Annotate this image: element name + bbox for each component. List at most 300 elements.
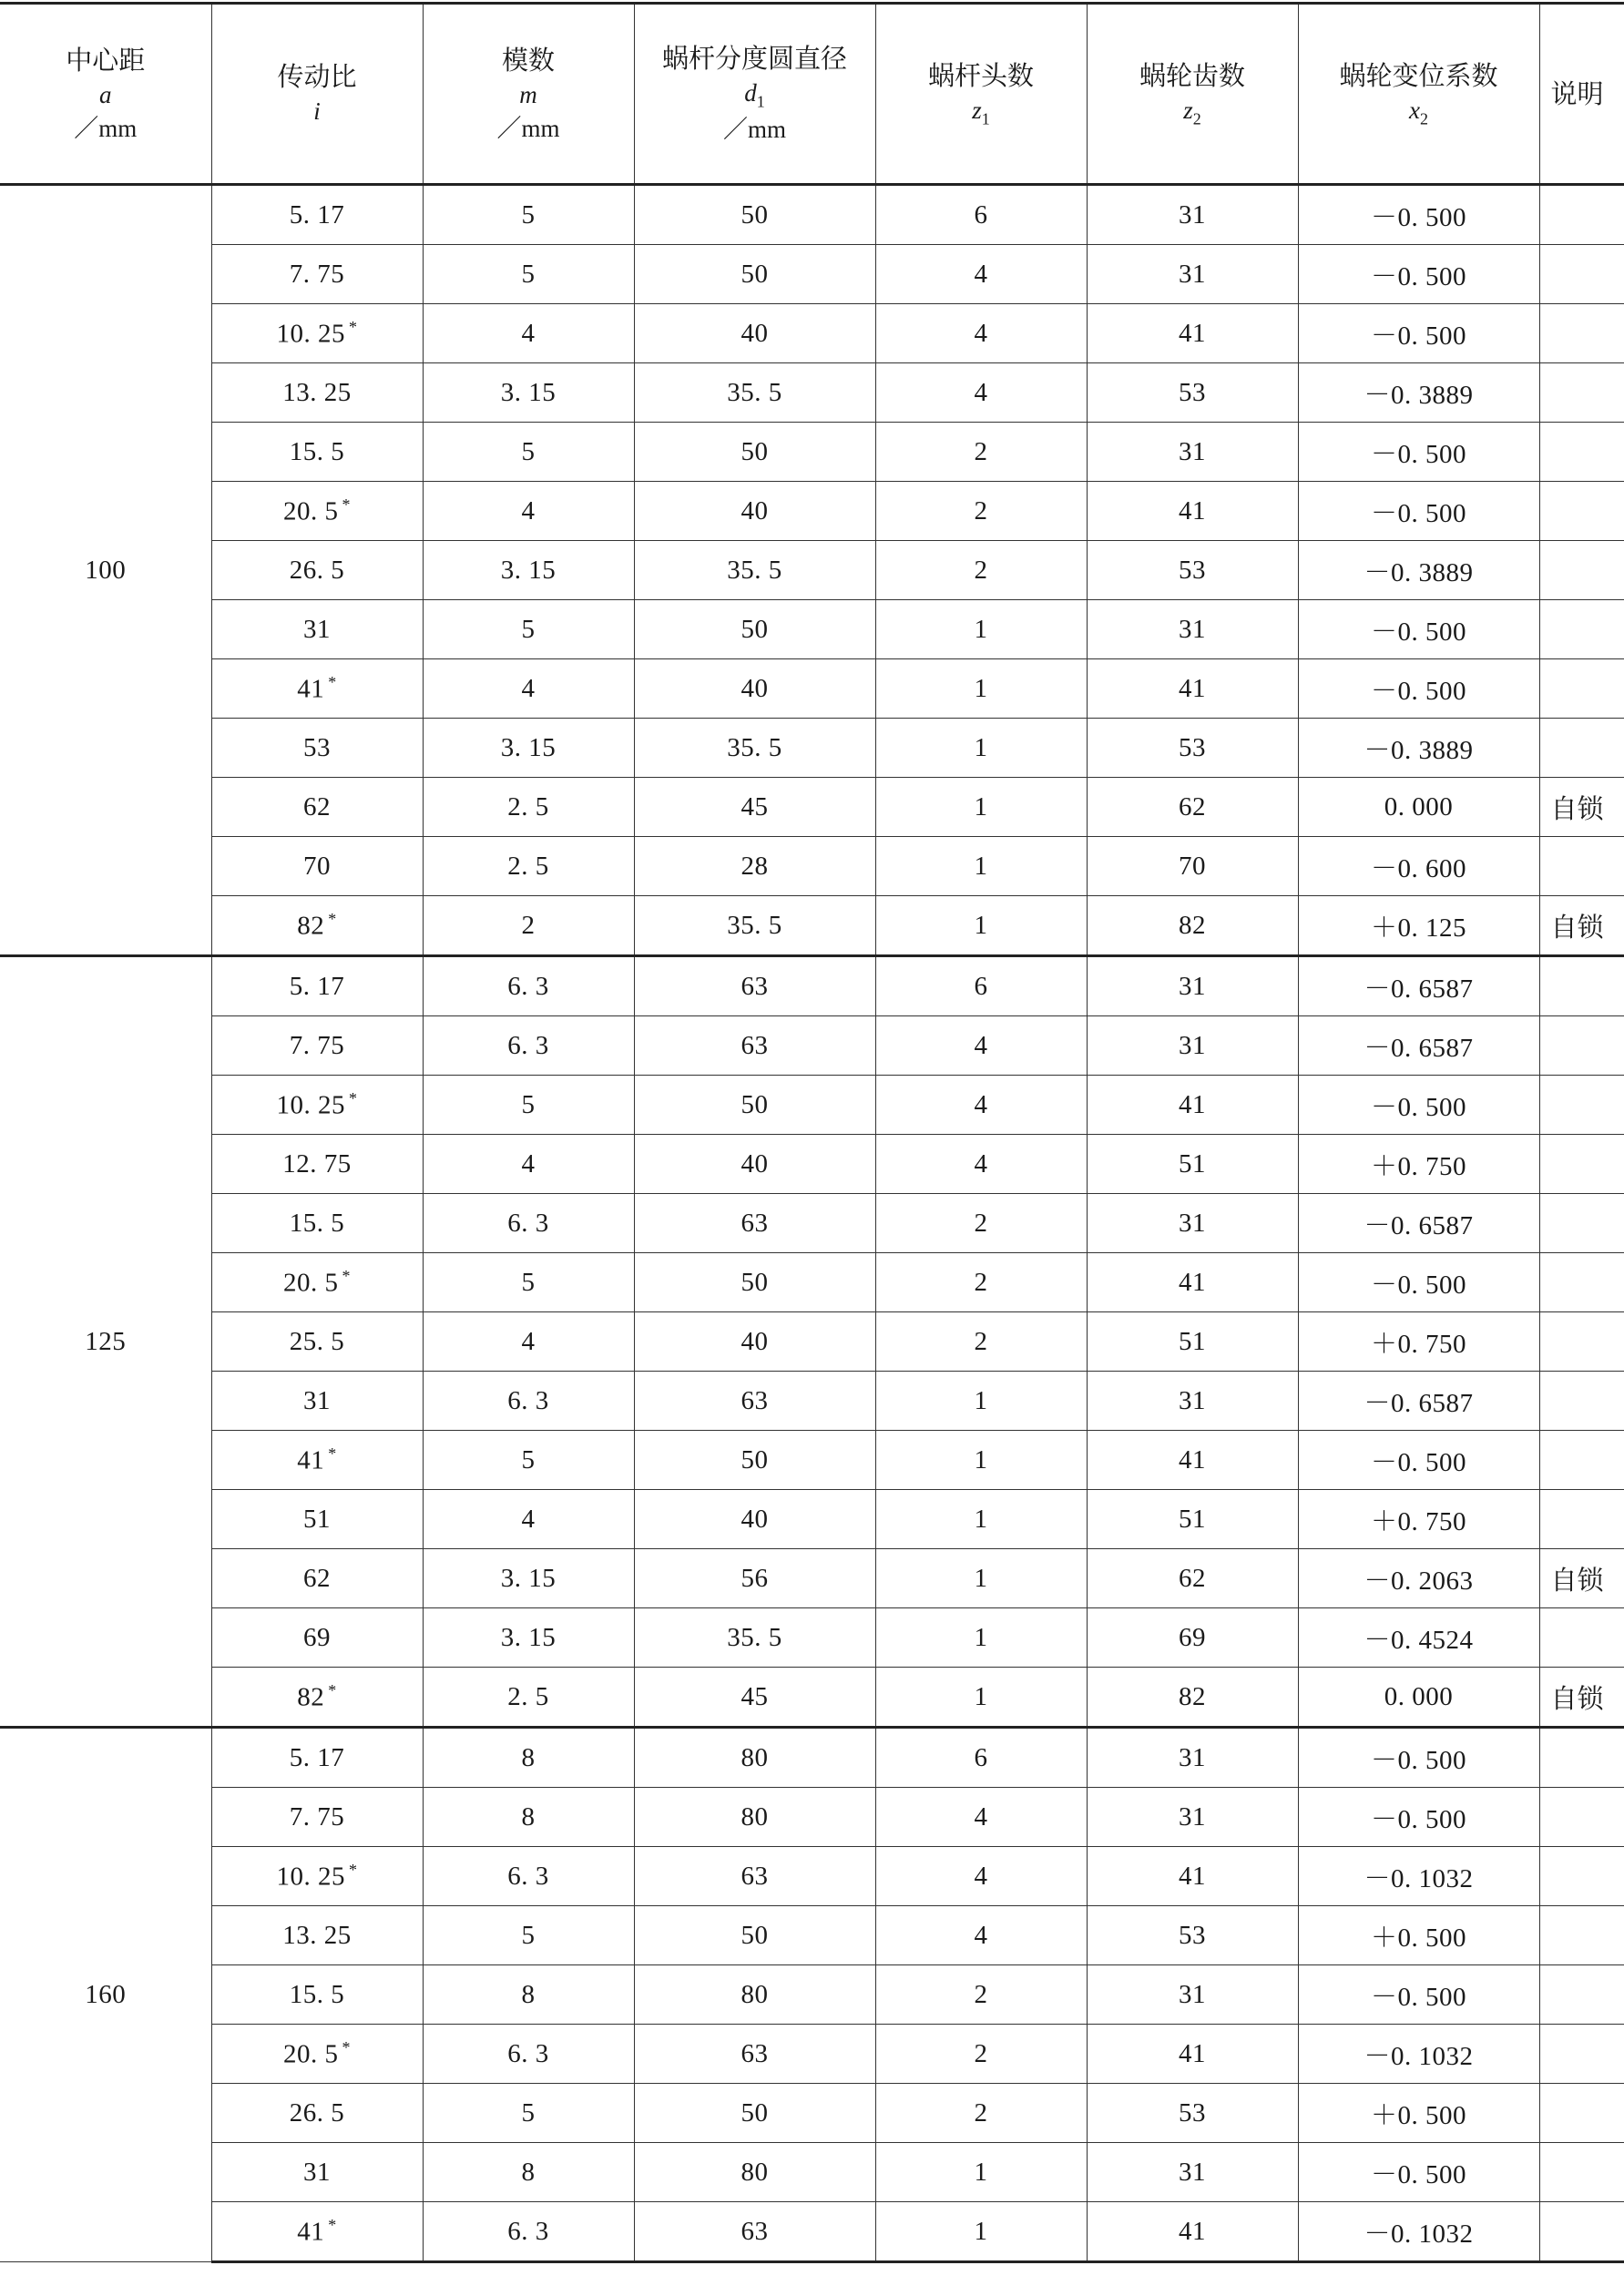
note-cell (1539, 956, 1624, 1016)
header-module (423, 4, 634, 185)
header-wheel-teeth-symbol-sub: 2 (1192, 109, 1201, 128)
modification-coefficient-cell: ＋0. 750 (1298, 1135, 1539, 1194)
note-cell (1539, 1906, 1624, 1965)
modification-coefficient-cell: －0. 500 (1298, 1076, 1539, 1135)
preferred-star-mark: * (349, 1860, 358, 1879)
modification-coefficient-cell: －0. 3889 (1298, 719, 1539, 778)
modification-coefficient-cell: 0. 000 (1298, 1668, 1539, 1728)
modification-coefficient-cell: －0. 500 (1298, 304, 1539, 363)
table-row (0, 423, 1624, 482)
ratio-cell (211, 1788, 423, 1847)
module-cell: 6. 3 (423, 956, 634, 1016)
module-cell: 4 (423, 1312, 634, 1372)
header-pitch-diameter (634, 4, 875, 185)
table-row (0, 896, 1624, 956)
module-cell: 8 (423, 1788, 634, 1847)
note-cell (1539, 1431, 1624, 1490)
wheel-teeth-cell: 31 (1087, 2143, 1298, 2202)
ratio-value: 20. 5 (283, 496, 339, 526)
module-cell: 5 (423, 1253, 634, 1312)
module-cell: 5 (423, 423, 634, 482)
ratio-value: 31 (303, 614, 331, 644)
module-cell: 2. 5 (423, 837, 634, 896)
note-cell (1539, 1788, 1624, 1847)
pitch-diameter-cell: 50 (634, 2084, 875, 2143)
worm-starts-cell: 2 (875, 482, 1087, 541)
ratio-value: 15. 5 (289, 436, 345, 466)
ratio-value: 10. 25 (276, 1090, 345, 1120)
table-row (0, 659, 1624, 719)
ratio-value: 31 (303, 2157, 331, 2187)
module-cell: 5 (423, 1076, 634, 1135)
ratio-cell (211, 1965, 423, 2025)
module-cell: 3. 15 (423, 1549, 634, 1608)
header-module-unit: ／mm (496, 115, 560, 142)
ratio-cell (211, 1135, 423, 1194)
pitch-diameter-cell: 40 (634, 1135, 875, 1194)
pitch-diameter-cell: 40 (634, 304, 875, 363)
ratio-value: 7. 75 (289, 1030, 345, 1060)
module-cell: 6. 3 (423, 1194, 634, 1253)
worm-starts-cell: 4 (875, 1788, 1087, 1847)
worm-starts-cell: 1 (875, 1608, 1087, 1668)
ratio-value: 20. 5 (283, 1268, 339, 1298)
table-row (0, 541, 1624, 600)
worm-starts-cell: 1 (875, 659, 1087, 719)
ratio-cell (211, 1016, 423, 1076)
preferred-star-mark: * (342, 2037, 351, 2056)
table-row (0, 2025, 1624, 2084)
ratio-cell (211, 896, 423, 956)
center-distance-cell: 125 (0, 956, 211, 1728)
header-row (0, 4, 1624, 185)
wheel-teeth-cell: 53 (1087, 1906, 1298, 1965)
pitch-diameter-cell: 63 (634, 2202, 875, 2262)
header-pitch-diameter-symbol (635, 77, 875, 113)
worm-starts-cell: 4 (875, 1847, 1087, 1906)
wheel-teeth-cell: 31 (1087, 600, 1298, 659)
header-wheel-teeth-symbol-letter: z (1183, 96, 1193, 124)
header-modification-coefficient-symbol-letter: x (1409, 96, 1420, 124)
table-row (0, 1194, 1624, 1253)
modification-coefficient-cell: －0. 500 (1298, 185, 1539, 245)
modification-coefficient-cell: －0. 500 (1298, 1431, 1539, 1490)
preferred-star-mark: * (328, 1680, 337, 1699)
table-row (0, 2084, 1624, 2143)
ratio-cell (211, 185, 423, 245)
pitch-diameter-cell: 35. 5 (634, 363, 875, 423)
ratio-cell (211, 482, 423, 541)
header-ratio-symbol: i (313, 97, 321, 126)
note-cell (1539, 423, 1624, 482)
ratio-value: 13. 25 (282, 1920, 352, 1950)
ratio-value: 62 (303, 1563, 331, 1593)
ratio-cell (211, 1728, 423, 1788)
modification-coefficient-cell: ＋0. 500 (1298, 1906, 1539, 1965)
ratio-cell (211, 659, 423, 719)
modification-coefficient-cell: －0. 500 (1298, 600, 1539, 659)
note-cell (1539, 719, 1624, 778)
note-cell (1539, 1194, 1624, 1253)
module-cell: 6. 3 (423, 2202, 634, 2262)
worm-starts-cell: 2 (875, 1312, 1087, 1372)
ratio-value: 26. 5 (289, 2097, 345, 2128)
header-center-distance-symbol: a (99, 80, 112, 108)
header-center-distance (0, 4, 211, 185)
modification-coefficient-cell: －0. 4524 (1298, 1608, 1539, 1668)
worm-starts-cell: 1 (875, 1549, 1087, 1608)
ratio-value: 15. 5 (289, 1208, 345, 1238)
pitch-diameter-cell: 63 (634, 956, 875, 1016)
wheel-teeth-cell: 41 (1087, 1076, 1298, 1135)
note-cell (1539, 1728, 1624, 1788)
pitch-diameter-cell: 63 (634, 1194, 875, 1253)
header-note (1539, 4, 1624, 185)
table-row (0, 1253, 1624, 1312)
worm-starts-cell: 2 (875, 1253, 1087, 1312)
preferred-star-mark: * (328, 909, 337, 928)
wheel-teeth-cell: 41 (1087, 304, 1298, 363)
module-cell: 4 (423, 1490, 634, 1549)
module-cell: 2. 5 (423, 778, 634, 837)
ratio-value: 20. 5 (283, 2039, 339, 2069)
pitch-diameter-cell: 40 (634, 1490, 875, 1549)
wheel-teeth-cell: 51 (1087, 1312, 1298, 1372)
worm-starts-cell: 2 (875, 1965, 1087, 2025)
note-cell (1539, 1847, 1624, 1906)
pitch-diameter-cell: 50 (634, 600, 875, 659)
note-cell (1539, 2143, 1624, 2202)
module-cell: 6. 3 (423, 1847, 634, 1906)
header-pitch-diameter-symbol-sub: 1 (756, 92, 765, 111)
table-row (0, 1608, 1624, 1668)
wheel-teeth-cell: 31 (1087, 185, 1298, 245)
worm-starts-cell: 1 (875, 837, 1087, 896)
module-cell: 2 (423, 896, 634, 956)
modification-coefficient-cell: －0. 6587 (1298, 1194, 1539, 1253)
pitch-diameter-cell: 63 (634, 1016, 875, 1076)
wheel-teeth-cell: 31 (1087, 1372, 1298, 1431)
pitch-diameter-cell: 50 (634, 245, 875, 304)
ratio-cell (211, 719, 423, 778)
modification-coefficient-cell: －0. 500 (1298, 245, 1539, 304)
wheel-teeth-cell: 70 (1087, 837, 1298, 896)
ratio-cell (211, 541, 423, 600)
preferred-star-mark: * (328, 672, 337, 691)
module-cell: 3. 15 (423, 719, 634, 778)
pitch-diameter-cell: 80 (634, 1728, 875, 1788)
ratio-cell (211, 2202, 423, 2262)
note-cell (1539, 2025, 1624, 2084)
note-cell (1539, 541, 1624, 600)
ratio-value: 82 (297, 911, 325, 941)
table-row (0, 1906, 1624, 1965)
wheel-teeth-cell: 41 (1087, 1253, 1298, 1312)
module-cell: 8 (423, 1965, 634, 2025)
wheel-teeth-cell: 82 (1087, 1668, 1298, 1728)
note-cell (1539, 1965, 1624, 2025)
pitch-diameter-cell: 63 (634, 2025, 875, 2084)
ratio-cell (211, 1076, 423, 1135)
ratio-value: 10. 25 (276, 1862, 345, 1892)
note-cell (1539, 600, 1624, 659)
wheel-teeth-cell: 31 (1087, 1194, 1298, 1253)
module-cell: 3. 15 (423, 541, 634, 600)
modification-coefficient-cell: ＋0. 750 (1298, 1312, 1539, 1372)
worm-starts-cell: 1 (875, 896, 1087, 956)
worm-starts-cell: 1 (875, 1490, 1087, 1549)
table-row (0, 1728, 1624, 1788)
header-modification-coefficient-symbol (1299, 94, 1539, 130)
pitch-diameter-cell: 50 (634, 1253, 875, 1312)
worm-starts-cell: 2 (875, 2084, 1087, 2143)
worm-starts-cell: 2 (875, 2025, 1087, 2084)
pitch-diameter-cell: 80 (634, 1788, 875, 1847)
module-cell: 5 (423, 1906, 634, 1965)
module-cell: 5 (423, 2084, 634, 2143)
worm-starts-cell: 1 (875, 2143, 1087, 2202)
wheel-teeth-cell: 62 (1087, 778, 1298, 837)
table-row (0, 1312, 1624, 1372)
modification-coefficient-cell: ＋0. 125 (1298, 896, 1539, 956)
table-row (0, 363, 1624, 423)
module-cell: 4 (423, 1135, 634, 1194)
ratio-value: 12. 75 (282, 1148, 352, 1179)
table-row (0, 1135, 1624, 1194)
ratio-cell (211, 837, 423, 896)
worm-gear-parameter-table (0, 2, 1624, 2263)
module-cell: 5 (423, 245, 634, 304)
header-modification-coefficient-label: 蜗轮变位系数 (1339, 59, 1498, 91)
ratio-value: 15. 5 (289, 1979, 345, 2009)
ratio-value: 31 (303, 1385, 331, 1415)
table-row (0, 304, 1624, 363)
table-row (0, 600, 1624, 659)
wheel-teeth-cell: 69 (1087, 1608, 1298, 1668)
header-wheel-teeth-label: 蜗轮齿数 (1139, 59, 1245, 91)
module-cell: 5 (423, 600, 634, 659)
pitch-diameter-cell: 50 (634, 1076, 875, 1135)
modification-coefficient-cell: －0. 3889 (1298, 541, 1539, 600)
preferred-star-mark: * (328, 2215, 337, 2234)
preferred-star-mark: * (328, 1444, 337, 1463)
table-row (0, 837, 1624, 896)
pitch-diameter-cell: 50 (634, 423, 875, 482)
pitch-diameter-cell: 63 (634, 1372, 875, 1431)
ratio-cell (211, 1253, 423, 1312)
modification-coefficient-cell: －0. 500 (1298, 423, 1539, 482)
table-row (0, 956, 1624, 1016)
module-cell: 4 (423, 304, 634, 363)
table-row (0, 1431, 1624, 1490)
module-cell: 5 (423, 1431, 634, 1490)
worm-starts-cell: 4 (875, 304, 1087, 363)
note-cell (1539, 304, 1624, 363)
header-module-symbol: m (519, 80, 537, 108)
modification-coefficient-cell: －0. 6587 (1298, 1372, 1539, 1431)
pitch-diameter-cell: 45 (634, 1668, 875, 1728)
worm-starts-cell: 4 (875, 245, 1087, 304)
ratio-value: 69 (303, 1622, 331, 1652)
header-pitch-diameter-unit: ／mm (722, 116, 786, 144)
ratio-value: 53 (303, 732, 331, 762)
wheel-teeth-cell: 51 (1087, 1135, 1298, 1194)
preferred-star-mark: * (349, 1088, 358, 1107)
module-cell: 2. 5 (423, 1668, 634, 1728)
modification-coefficient-cell: ＋0. 750 (1298, 1490, 1539, 1549)
ratio-cell (211, 778, 423, 837)
pitch-diameter-cell: 80 (634, 1965, 875, 2025)
pitch-diameter-cell: 40 (634, 482, 875, 541)
pitch-diameter-cell: 45 (634, 778, 875, 837)
ratio-cell (211, 1668, 423, 1728)
note-cell: 自锁 (1539, 896, 1624, 956)
pitch-diameter-cell: 40 (634, 1312, 875, 1372)
module-cell: 3. 15 (423, 363, 634, 423)
ratio-value: 41 (297, 1445, 325, 1475)
ratio-cell (211, 1608, 423, 1668)
table-row (0, 185, 1624, 245)
module-cell: 4 (423, 482, 634, 541)
header-worm-starts-symbol (876, 94, 1087, 130)
wheel-teeth-cell: 53 (1087, 363, 1298, 423)
note-cell (1539, 1372, 1624, 1431)
worm-starts-cell: 6 (875, 956, 1087, 1016)
note-cell (1539, 837, 1624, 896)
header-module-label: 模数 (501, 44, 555, 76)
pitch-diameter-cell: 50 (634, 185, 875, 245)
note-cell: 自锁 (1539, 778, 1624, 837)
worm-starts-cell: 1 (875, 719, 1087, 778)
wheel-teeth-cell: 41 (1087, 1431, 1298, 1490)
worm-starts-cell: 6 (875, 185, 1087, 245)
pitch-diameter-cell: 35. 5 (634, 1608, 875, 1668)
note-cell (1539, 1253, 1624, 1312)
pitch-diameter-cell: 80 (634, 2143, 875, 2202)
header-ratio (211, 4, 423, 185)
wheel-teeth-cell: 53 (1087, 541, 1298, 600)
modification-coefficient-cell: －0. 500 (1298, 2143, 1539, 2202)
center-distance-cell: 160 (0, 1728, 211, 2262)
table-body (0, 185, 1624, 2262)
modification-coefficient-cell: －0. 2063 (1298, 1549, 1539, 1608)
preferred-star-mark: * (342, 495, 351, 514)
modification-coefficient-cell: －0. 1032 (1298, 1847, 1539, 1906)
header-pitch-diameter-label: 蜗杆分度圆直径 (661, 43, 847, 75)
worm-starts-cell: 2 (875, 1194, 1087, 1253)
modification-coefficient-cell: －0. 500 (1298, 1253, 1539, 1312)
ratio-cell (211, 2025, 423, 2084)
wheel-teeth-cell: 31 (1087, 1788, 1298, 1847)
ratio-cell (211, 1490, 423, 1549)
worm-starts-cell: 4 (875, 1135, 1087, 1194)
table-row (0, 1372, 1624, 1431)
modification-coefficient-cell: －0. 3889 (1298, 363, 1539, 423)
wheel-teeth-cell: 51 (1087, 1490, 1298, 1549)
modification-coefficient-cell: －0. 1032 (1298, 2025, 1539, 2084)
worm-starts-cell: 1 (875, 1668, 1087, 1728)
table-row (0, 1847, 1624, 1906)
wheel-teeth-cell: 41 (1087, 659, 1298, 719)
pitch-diameter-cell: 35. 5 (634, 719, 875, 778)
modification-coefficient-cell: －0. 500 (1298, 1728, 1539, 1788)
wheel-teeth-cell: 31 (1087, 245, 1298, 304)
ratio-cell (211, 1549, 423, 1608)
note-cell (1539, 1312, 1624, 1372)
note-cell (1539, 1490, 1624, 1549)
note-cell (1539, 1608, 1624, 1668)
header-worm-starts-symbol-letter: z (972, 96, 982, 124)
ratio-value: 41 (297, 2217, 325, 2247)
ratio-cell (211, 1431, 423, 1490)
header-modification-coefficient-symbol-sub: 2 (1419, 109, 1428, 128)
pitch-diameter-cell: 40 (634, 659, 875, 719)
header-wheel-teeth (1087, 4, 1298, 185)
worm-starts-cell: 4 (875, 1906, 1087, 1965)
header-worm-starts-symbol-sub: 1 (981, 109, 990, 128)
wheel-teeth-cell: 31 (1087, 1728, 1298, 1788)
module-cell: 5 (423, 185, 634, 245)
note-cell (1539, 363, 1624, 423)
modification-coefficient-cell: －0. 6587 (1298, 1016, 1539, 1076)
note-cell: 自锁 (1539, 1549, 1624, 1608)
pitch-diameter-cell: 50 (634, 1431, 875, 1490)
modification-coefficient-cell: －0. 500 (1298, 1965, 1539, 2025)
note-cell (1539, 1016, 1624, 1076)
ratio-value: 82 (297, 1682, 325, 1712)
table-row (0, 245, 1624, 304)
modification-coefficient-cell: －0. 600 (1298, 837, 1539, 896)
table-header (0, 4, 1624, 185)
table-row (0, 1549, 1624, 1608)
wheel-teeth-cell: 31 (1087, 423, 1298, 482)
ratio-cell (211, 2143, 423, 2202)
header-center-distance-unit: ／mm (74, 115, 138, 142)
module-cell: 6. 3 (423, 2025, 634, 2084)
ratio-cell (211, 1847, 423, 1906)
ratio-cell (211, 304, 423, 363)
modification-coefficient-cell: 0. 000 (1298, 778, 1539, 837)
wheel-teeth-cell: 41 (1087, 2202, 1298, 2262)
table-row (0, 2143, 1624, 2202)
note-cell (1539, 1076, 1624, 1135)
wheel-teeth-cell: 41 (1087, 1847, 1298, 1906)
ratio-cell (211, 956, 423, 1016)
header-wheel-teeth-symbol (1088, 94, 1298, 130)
worm-starts-cell: 1 (875, 1372, 1087, 1431)
header-worm-starts-label: 蜗杆头数 (927, 59, 1034, 91)
ratio-cell (211, 1312, 423, 1372)
note-cell (1539, 2202, 1624, 2262)
modification-coefficient-cell: －0. 500 (1298, 482, 1539, 541)
ratio-value: 10. 25 (276, 319, 345, 349)
table-row (0, 1490, 1624, 1549)
header-center-distance-label: 中心距 (66, 44, 146, 76)
ratio-cell (211, 1194, 423, 1253)
note-cell (1539, 482, 1624, 541)
preferred-star-mark: * (342, 1266, 351, 1285)
pitch-diameter-cell: 28 (634, 837, 875, 896)
wheel-teeth-cell: 31 (1087, 1016, 1298, 1076)
note-cell (1539, 245, 1624, 304)
table-row (0, 719, 1624, 778)
modification-coefficient-cell: －0. 6587 (1298, 956, 1539, 1016)
worm-starts-cell: 4 (875, 363, 1087, 423)
header-ratio-label: 传动比 (277, 61, 357, 93)
table-row (0, 482, 1624, 541)
wheel-teeth-cell: 53 (1087, 2084, 1298, 2143)
wheel-teeth-cell: 41 (1087, 2025, 1298, 2084)
